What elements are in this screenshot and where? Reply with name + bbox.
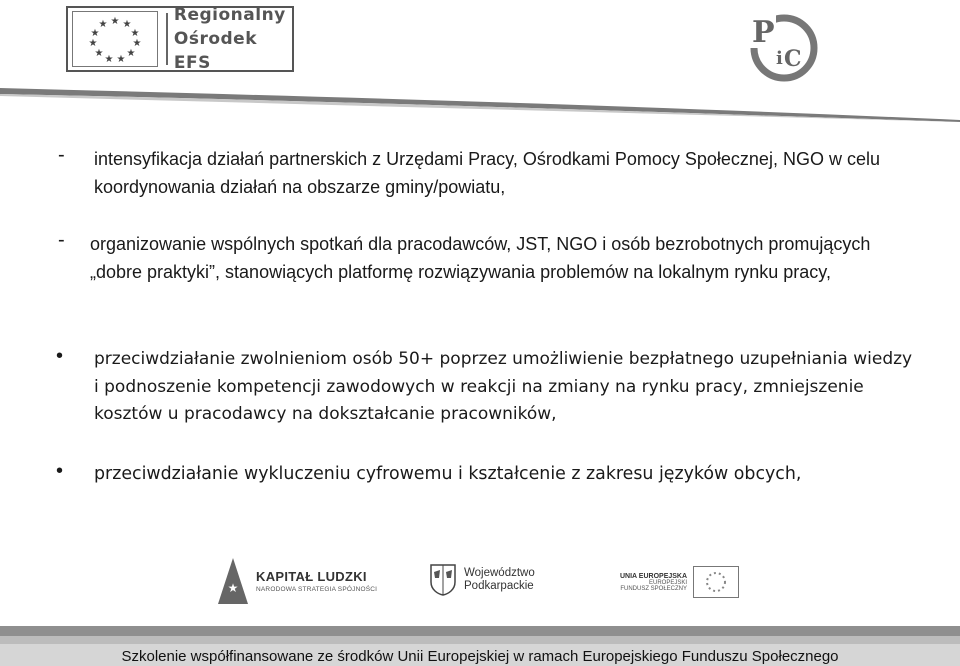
wojewodztwo-line1: Województwo bbox=[464, 567, 535, 579]
list-item-text: intensyfikacja działań partnerskich z Urzędami Pracy, Ośrodkami Pomocy Społecznej, NGO w celu koordynowania działań na obszarze gminy/powiatu, bbox=[94, 149, 880, 197]
kapital-ludzki-logo bbox=[218, 558, 377, 604]
ue-line1: UNIA EUROPEJSKA bbox=[620, 572, 688, 580]
kapital-ludzki-title: KAPITAŁ LUDZKI bbox=[256, 569, 367, 584]
list-item-text: przeciwdziałanie wykluczeniu cyfrowemu i kształcenie z zakresu języków obcych, bbox=[94, 464, 802, 484]
efs-logo bbox=[66, 6, 294, 72]
svg-text:★: ★ bbox=[116, 54, 126, 65]
kapital-ludzki-subtitle: NARODOWA STRATEGIA SPÓJNOŚCI bbox=[256, 586, 378, 593]
eu-flag-small-icon bbox=[693, 566, 739, 598]
footer-caption: Szkolenie współfinansowane ze środków Unii Europejskiej w ramach Europejskiego Funduszu Społecznego bbox=[121, 648, 839, 665]
crest-icon bbox=[430, 564, 456, 596]
kapital-ludzki-icon bbox=[218, 558, 248, 604]
svg-text:★: ★ bbox=[88, 38, 98, 49]
svg-text:★: ★ bbox=[132, 38, 142, 49]
efs-logo-line1: Regionalny bbox=[173, 5, 286, 25]
ue-line3: FUNDUSZ SPOŁECZNY bbox=[620, 585, 688, 592]
svg-text:★: ★ bbox=[122, 19, 132, 30]
pic-logo-icon bbox=[742, 8, 824, 84]
list-marker: - bbox=[58, 229, 65, 251]
efs-logo-line2: Ośrodek EFS bbox=[173, 29, 258, 73]
wojewodztwo-line2: Podkarpackie bbox=[464, 580, 534, 592]
footer-stripe-dark bbox=[0, 626, 960, 636]
svg-text:C: C bbox=[784, 46, 802, 72]
list-marker: - bbox=[58, 144, 65, 166]
svg-text:★: ★ bbox=[90, 28, 100, 39]
eu-flag-icon bbox=[72, 11, 158, 67]
list-marker: • bbox=[56, 345, 64, 367]
footer-stripe-light bbox=[0, 636, 960, 644]
list-item-text: organizowanie wspólnych spotkań dla pracodawców, JST, NGO i osób bezrobotnych promujących „dobre praktyki”, stanowiących platformę rozwiązywania problemów na lokalnym rynku pracy, bbox=[90, 234, 871, 282]
footer-bar bbox=[0, 626, 960, 666]
list-item-text: przeciwdziałanie zwolnieniom osób 50+ poprzez umożliwienie bezpłatnego uzupełniania wiedzy i podnoszenie kompetencji zawodowych w reakcji na zmiany na rynku pracy, zmniejszenie kosztów u pracodawcy na dokształcanie pracowników, bbox=[94, 349, 913, 424]
footer-logos bbox=[0, 556, 960, 608]
svg-text:★: ★ bbox=[130, 28, 140, 39]
svg-text:★: ★ bbox=[94, 48, 104, 59]
efs-divider bbox=[166, 13, 168, 65]
list-marker: • bbox=[56, 460, 64, 482]
svg-text:★: ★ bbox=[227, 581, 239, 595]
header-swoosh bbox=[0, 82, 960, 122]
ue-line2: EUROPEJSKI bbox=[649, 579, 688, 586]
svg-text:★: ★ bbox=[98, 19, 108, 30]
svg-text:i: i bbox=[776, 48, 783, 69]
svg-text:★: ★ bbox=[126, 48, 136, 59]
svg-text:★: ★ bbox=[104, 54, 114, 65]
unia-europejska-logo bbox=[620, 566, 739, 598]
efs-logo-text bbox=[174, 3, 292, 75]
svg-text:★: ★ bbox=[110, 16, 120, 27]
wojewodztwo-logo bbox=[430, 564, 535, 596]
svg-text:P: P bbox=[752, 15, 775, 50]
